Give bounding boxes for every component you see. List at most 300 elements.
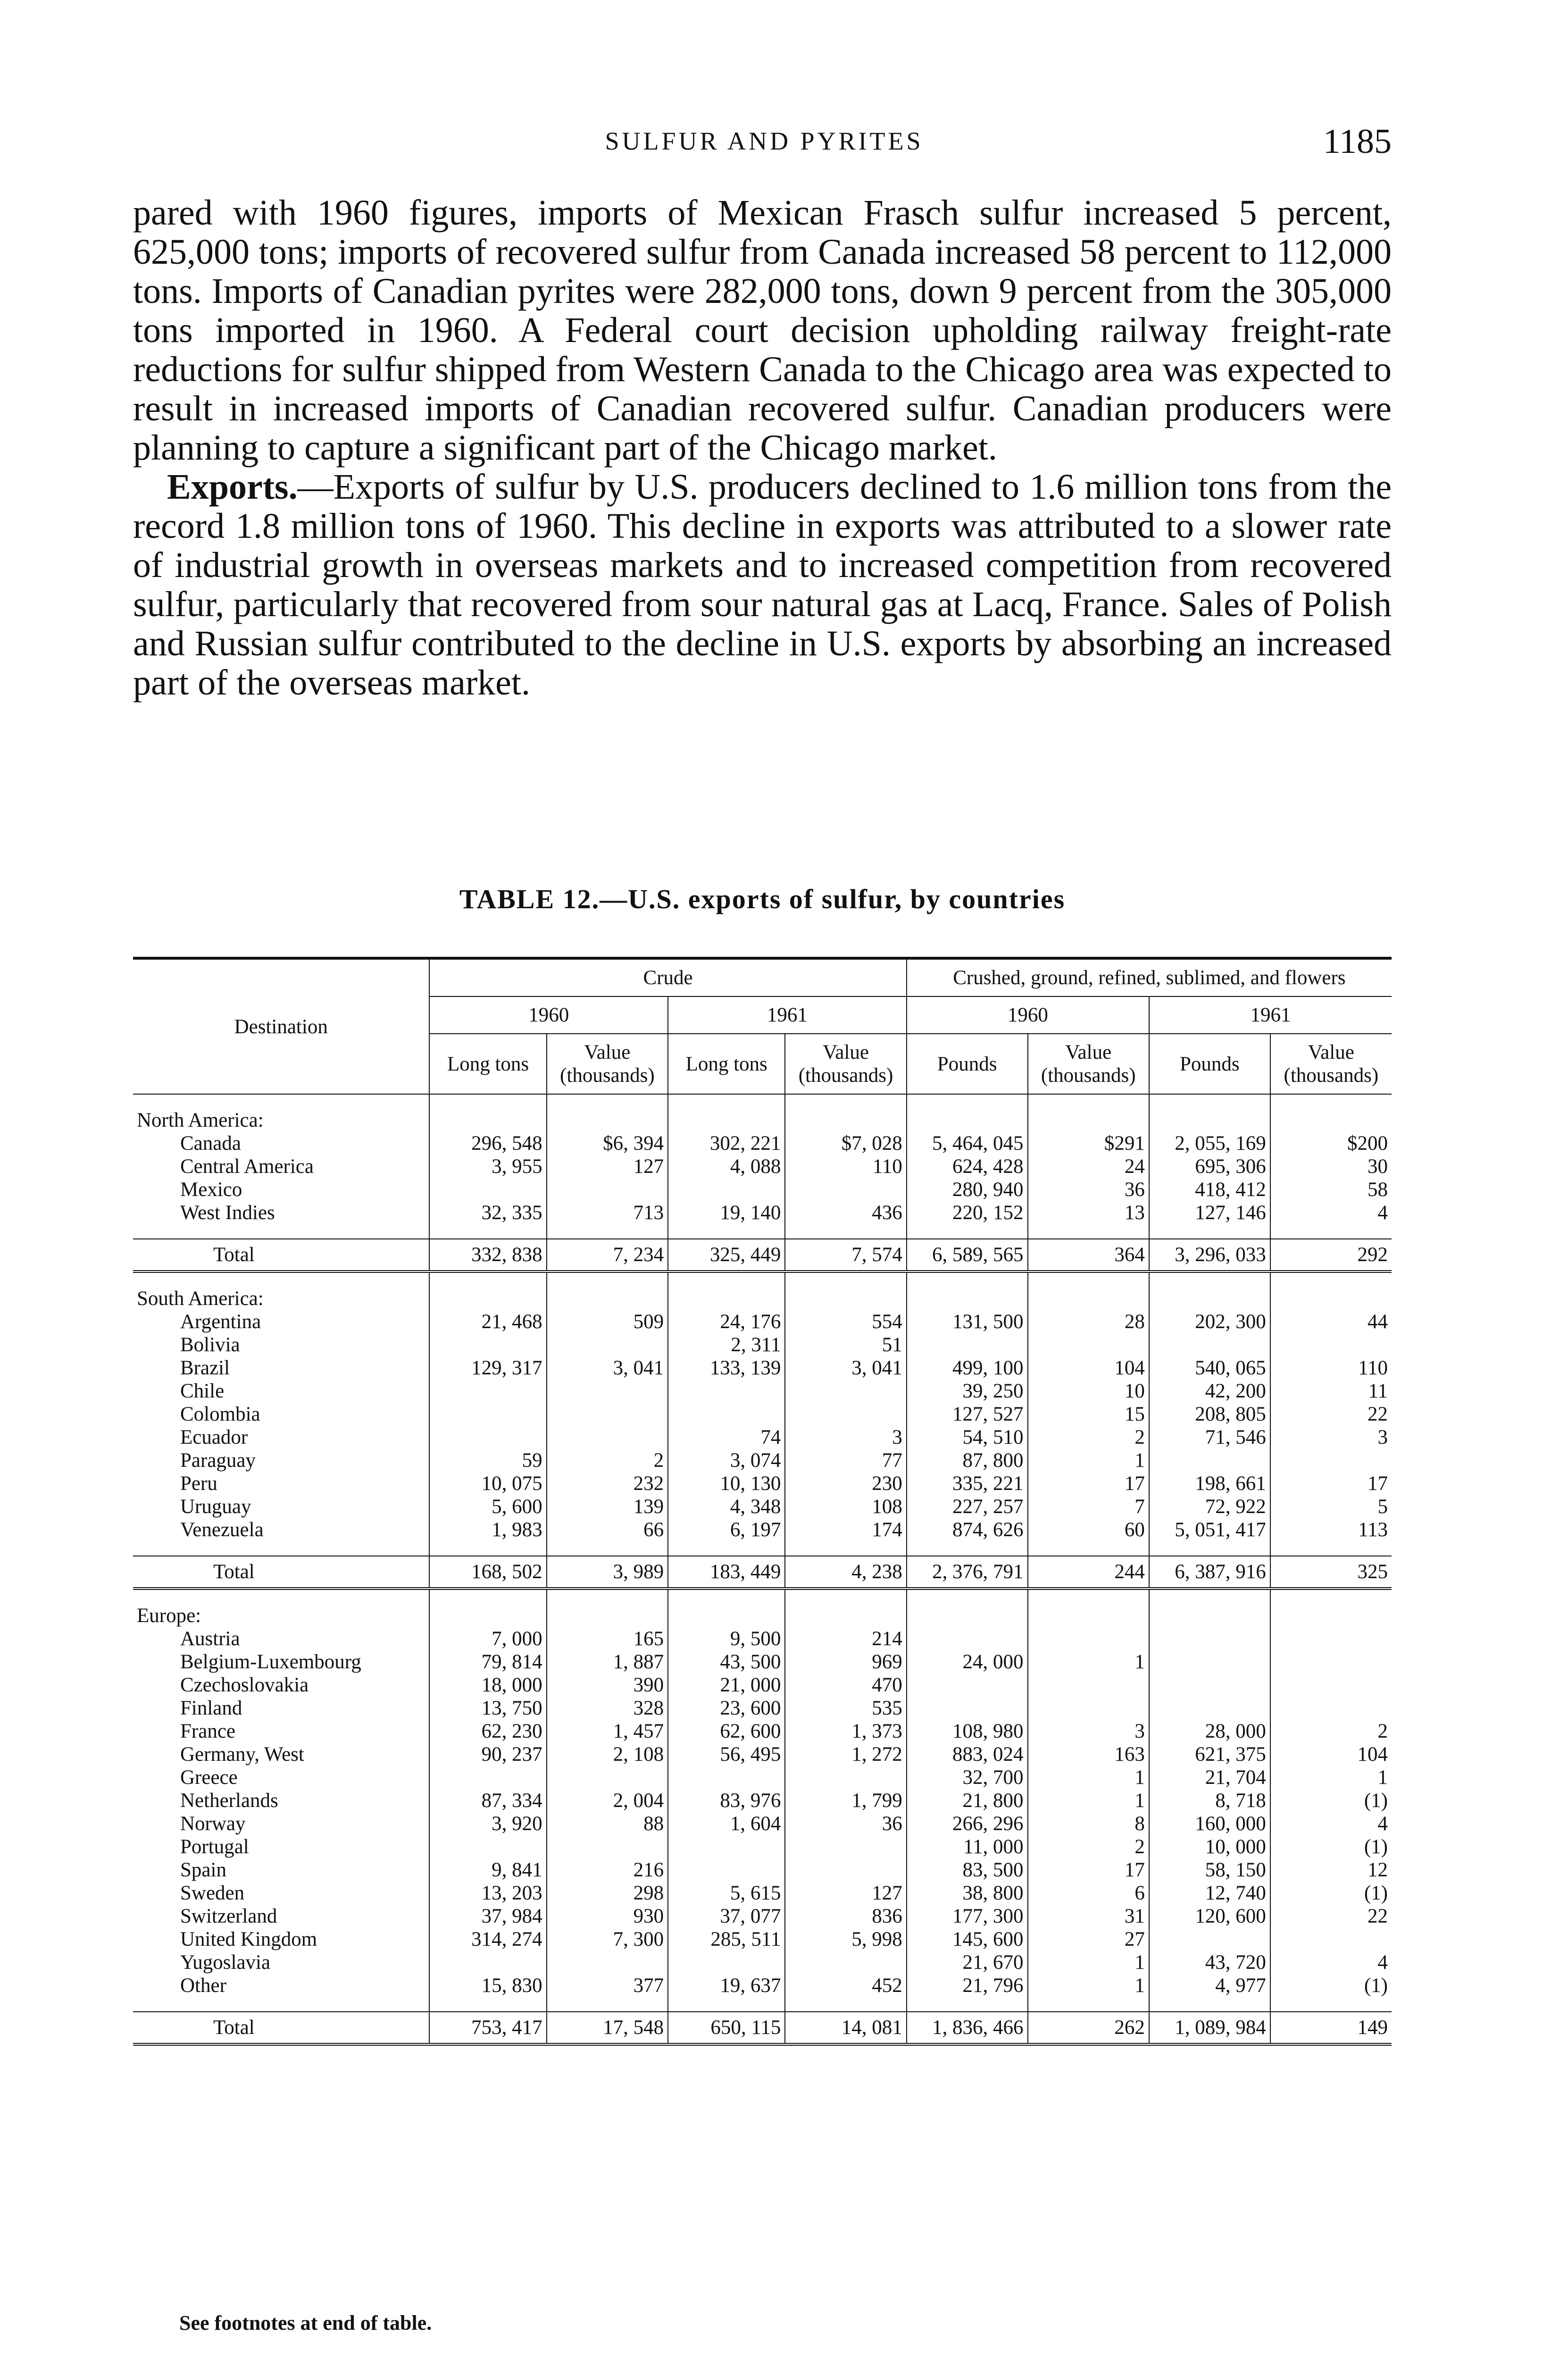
value-cell: 54, 510 — [907, 1426, 1028, 1449]
destination-name: Bolivia — [180, 1334, 240, 1356]
value-cell: 9, 500 — [668, 1627, 785, 1650]
value-cell: 43, 720 — [1149, 1951, 1270, 1974]
value-cell: 28 — [1028, 1310, 1149, 1333]
header-long-tons: Long tons — [429, 1034, 546, 1094]
table-row — [133, 1789, 1392, 1812]
value-cell: 83, 976 — [668, 1789, 785, 1812]
total-value-cell: 1, 089, 984 — [1149, 2012, 1270, 2044]
value-cell: 56, 495 — [668, 1743, 785, 1766]
value-cell — [785, 1380, 906, 1403]
spacer-cell — [133, 1997, 429, 2012]
value-cell: 535 — [785, 1697, 906, 1720]
value-cell: 198, 661 — [1149, 1472, 1270, 1495]
value-cell: 230 — [785, 1472, 906, 1495]
value-cell: 540, 065 — [1149, 1356, 1270, 1380]
value-cell — [1028, 1697, 1149, 1720]
value-cell: 6, 197 — [668, 1518, 785, 1541]
value-cell: 127, 146 — [1149, 1201, 1270, 1224]
value-cell — [1149, 1697, 1270, 1720]
header-value: Value (thousands) — [1028, 1034, 1149, 1094]
table-row — [133, 1155, 1392, 1178]
total-value-cell: 332, 838 — [429, 1239, 546, 1272]
value-cell: 31 — [1028, 1905, 1149, 1928]
value-cell: 1, 604 — [668, 1812, 785, 1835]
value-cell: 1 — [1028, 1449, 1149, 1472]
value-cell: 2, 055, 169 — [1149, 1132, 1270, 1155]
value-cell: 5, 051, 417 — [1149, 1518, 1270, 1541]
table-row — [133, 1835, 1392, 1858]
spacer-cell — [429, 1541, 546, 1556]
value-cell: 4 — [1270, 1201, 1392, 1224]
total-label: Total — [133, 1556, 429, 1589]
value-cell: 2 — [1028, 1835, 1149, 1858]
value-cell: 266, 296 — [907, 1812, 1028, 1835]
value-cell: 3, 074 — [668, 1449, 785, 1472]
header-value: Value (thousands) — [1270, 1034, 1392, 1094]
header-value: Value (thousands) — [785, 1034, 906, 1094]
value-cell: 2 — [1270, 1720, 1392, 1743]
total-value-cell: 6, 589, 565 — [907, 1239, 1028, 1272]
value-cell: 17 — [1028, 1472, 1149, 1495]
value-cell: 10 — [1028, 1380, 1149, 1403]
table-row — [133, 1812, 1392, 1835]
value-cell: 165 — [547, 1627, 668, 1650]
value-cell: 32, 700 — [907, 1766, 1028, 1789]
value-cell: 202, 300 — [1149, 1310, 1270, 1333]
value-cell: 298 — [547, 1882, 668, 1905]
value-cell — [668, 1178, 785, 1201]
spacer-cell — [1270, 1541, 1392, 1556]
value-cell: 23, 600 — [668, 1697, 785, 1720]
value-cell: 5, 464, 045 — [907, 1132, 1028, 1155]
spacer-cell — [1270, 1272, 1392, 1287]
spacer-cell — [907, 1224, 1028, 1239]
value-cell: 328 — [547, 1697, 668, 1720]
value-cell: 874, 626 — [907, 1518, 1028, 1541]
value-cell: 314, 274 — [429, 1928, 546, 1951]
total-value-cell: 149 — [1270, 2012, 1392, 2044]
value-cell: 37, 984 — [429, 1905, 546, 1928]
total-value-cell: 753, 417 — [429, 2012, 546, 2044]
total-label: Total — [133, 2012, 429, 2044]
spacer-row — [133, 1589, 1392, 1604]
table-row — [133, 1178, 1392, 1201]
value-cell — [1149, 1449, 1270, 1472]
value-cell: 10, 130 — [668, 1472, 785, 1495]
table-row — [133, 1905, 1392, 1928]
value-cell: $200 — [1270, 1132, 1392, 1155]
value-cell: 6 — [1028, 1882, 1149, 1905]
value-cell — [785, 1178, 906, 1201]
table-row — [133, 1356, 1392, 1380]
header-crushed-1961: 1961 — [1149, 996, 1392, 1034]
value-cell — [668, 1380, 785, 1403]
value-cell — [668, 1766, 785, 1789]
value-cell: 24, 176 — [668, 1310, 785, 1333]
empty-cell — [907, 1604, 1028, 1627]
value-cell: 62, 600 — [668, 1720, 785, 1743]
empty-cell — [907, 1287, 1028, 1310]
value-cell: 624, 428 — [907, 1155, 1028, 1178]
value-cell: 4, 348 — [668, 1495, 785, 1518]
header-value: Value (thousands) — [547, 1034, 668, 1094]
value-cell: 133, 139 — [668, 1356, 785, 1380]
value-cell: 13, 203 — [429, 1882, 546, 1905]
value-cell — [1149, 1928, 1270, 1951]
value-cell: 390 — [547, 1673, 668, 1697]
value-cell: 22 — [1270, 1905, 1392, 1928]
value-cell: 12 — [1270, 1858, 1392, 1882]
value-cell: 3 — [1270, 1426, 1392, 1449]
paragraph-2 — [133, 468, 1392, 703]
table-row — [133, 1974, 1392, 1997]
value-cell: 695, 306 — [1149, 1155, 1270, 1178]
total-value-cell: 650, 115 — [668, 2012, 785, 2044]
spacer-cell — [1270, 1224, 1392, 1239]
header-crude: Crude — [429, 958, 906, 996]
value-cell: 3, 041 — [785, 1356, 906, 1380]
total-value-cell: 2, 376, 791 — [907, 1556, 1028, 1589]
value-cell: 11 — [1270, 1380, 1392, 1403]
value-cell: 3, 920 — [429, 1812, 546, 1835]
value-cell — [785, 1858, 906, 1882]
value-cell: 43, 500 — [668, 1650, 785, 1673]
value-cell: 302, 221 — [668, 1132, 785, 1155]
spacer-cell — [785, 1589, 906, 1604]
value-cell: $291 — [1028, 1132, 1149, 1155]
value-cell: 232 — [547, 1472, 668, 1495]
spacer-cell — [547, 1224, 668, 1239]
value-cell: 19, 140 — [668, 1201, 785, 1224]
value-cell — [547, 1426, 668, 1449]
empty-cell — [547, 1287, 668, 1310]
empty-cell — [1149, 1287, 1270, 1310]
value-cell: 836 — [785, 1905, 906, 1928]
value-cell: 108 — [785, 1495, 906, 1518]
table-row — [133, 1766, 1392, 1789]
value-cell: 1, 457 — [547, 1720, 668, 1743]
value-cell — [1149, 1627, 1270, 1650]
value-cell: 39, 250 — [907, 1380, 1028, 1403]
value-cell: 108, 980 — [907, 1720, 1028, 1743]
total-value-cell: 3, 296, 033 — [1149, 1239, 1270, 1272]
destination-name: Brazil — [180, 1357, 230, 1379]
value-cell: 509 — [547, 1310, 668, 1333]
value-cell: 12, 740 — [1149, 1882, 1270, 1905]
value-cell: 15 — [1028, 1403, 1149, 1426]
value-cell — [1149, 1673, 1270, 1697]
total-value-cell: 17, 548 — [547, 2012, 668, 2044]
value-cell: 120, 600 — [1149, 1905, 1270, 1928]
value-cell — [668, 1858, 785, 1882]
value-cell: 21, 800 — [907, 1789, 1028, 1812]
value-cell: 296, 548 — [429, 1132, 546, 1155]
spacer-cell — [1149, 1997, 1270, 2012]
value-cell: 4 — [1270, 1812, 1392, 1835]
spacer-row — [133, 1094, 1392, 1109]
header-crushed-1960: 1960 — [907, 996, 1149, 1034]
header-pounds: Pounds — [907, 1034, 1028, 1094]
value-cell: 4, 088 — [668, 1155, 785, 1178]
table-row — [133, 1673, 1392, 1697]
value-cell — [429, 1178, 546, 1201]
spacer-cell — [785, 1997, 906, 2012]
value-cell: (1) — [1270, 1789, 1392, 1812]
value-cell — [1149, 1333, 1270, 1356]
value-cell: 104 — [1270, 1743, 1392, 1766]
empty-cell — [785, 1604, 906, 1627]
total-value-cell: 364 — [1028, 1239, 1149, 1272]
value-cell: 2, 311 — [668, 1333, 785, 1356]
value-cell: 72, 922 — [1149, 1495, 1270, 1518]
value-cell: 13, 750 — [429, 1697, 546, 1720]
value-cell: 62, 230 — [429, 1720, 546, 1743]
empty-cell — [547, 1604, 668, 1627]
running-head: SULFUR AND PYRITES — [605, 127, 924, 155]
table-row — [133, 1928, 1392, 1951]
value-cell — [785, 1835, 906, 1858]
destination-name: Central America — [180, 1155, 314, 1178]
spacer-cell — [133, 1541, 429, 1556]
value-cell — [429, 1951, 546, 1974]
value-cell: 71, 546 — [1149, 1426, 1270, 1449]
value-cell: 58, 150 — [1149, 1858, 1270, 1882]
destination-name: Venezuela — [180, 1519, 264, 1541]
total-value-cell: 168, 502 — [429, 1556, 546, 1589]
value-cell: 214 — [785, 1627, 906, 1650]
header-crushed: Crushed, ground, refined, sublimed, and flowers — [907, 958, 1392, 996]
value-cell: $6, 394 — [547, 1132, 668, 1155]
value-cell: 36 — [785, 1812, 906, 1835]
value-cell: 1, 799 — [785, 1789, 906, 1812]
value-cell: 208, 805 — [1149, 1403, 1270, 1426]
value-cell: 21, 468 — [429, 1310, 546, 1333]
destination-name: Greece — [180, 1766, 238, 1789]
destination-name: Netherlands — [180, 1790, 278, 1812]
value-cell: 24, 000 — [907, 1650, 1028, 1673]
destination-name: Austria — [180, 1628, 240, 1650]
empty-cell — [1149, 1109, 1270, 1132]
spacer-cell — [133, 1094, 429, 1109]
value-cell: 104 — [1028, 1356, 1149, 1380]
value-cell — [1028, 1333, 1149, 1356]
value-cell — [1149, 1650, 1270, 1673]
table-row — [133, 1858, 1392, 1882]
value-cell: 21, 796 — [907, 1974, 1028, 1997]
spacer-cell — [668, 1541, 785, 1556]
spacer-cell — [1149, 1272, 1270, 1287]
value-cell: 621, 375 — [1149, 1743, 1270, 1766]
value-cell: 1 — [1028, 1974, 1149, 1997]
spacer-cell — [907, 1541, 1028, 1556]
total-row — [133, 1239, 1392, 1272]
value-cell — [547, 1403, 668, 1426]
spacer-cell — [668, 1094, 785, 1109]
value-cell: 66 — [547, 1518, 668, 1541]
value-cell: 335, 221 — [907, 1472, 1028, 1495]
value-cell — [429, 1403, 546, 1426]
paragraph-1: pared with 1960 figures, imports of Mexican Frasch sulfur increased 5 percent, 625,000 tons; imports of recovered sulfur from Canada increased 58 percent to 112,000 tons. Imports of Canadian pyrites were 282,000 tons, down 9 percent from the 305,000 tons imported in 1960. A Federal court decision upholding railway freight-rate reductions for sulfur shipped from Western Canada to the Chicago area was expected to result in increased imports of Canadian recovered sulfur. Canadian producers were planning to capture a significant part of the Chicago market. — [133, 193, 1392, 468]
header-long-tons: Long tons — [668, 1034, 785, 1094]
spacer-cell — [1028, 1272, 1149, 1287]
empty-cell — [668, 1109, 785, 1132]
value-cell — [547, 1380, 668, 1403]
spacer-cell — [547, 1997, 668, 2012]
value-cell: 110 — [1270, 1356, 1392, 1380]
table-row — [133, 1380, 1392, 1403]
empty-cell — [668, 1604, 785, 1627]
total-value-cell: 6, 387, 916 — [1149, 1556, 1270, 1589]
value-cell: (1) — [1270, 1974, 1392, 1997]
value-cell: 3, 955 — [429, 1155, 546, 1178]
table-body — [133, 1094, 1392, 2044]
value-cell: 30 — [1270, 1155, 1392, 1178]
value-cell: 79, 814 — [429, 1650, 546, 1673]
value-cell: 74 — [668, 1426, 785, 1449]
value-cell: 131, 500 — [907, 1310, 1028, 1333]
value-cell: 1, 373 — [785, 1720, 906, 1743]
value-cell — [1270, 1697, 1392, 1720]
empty-cell — [1149, 1604, 1270, 1627]
value-cell: 1 — [1028, 1650, 1149, 1673]
value-cell: 4 — [1270, 1951, 1392, 1974]
region-row — [133, 1287, 1392, 1310]
value-cell: 8, 718 — [1149, 1789, 1270, 1812]
value-cell: 8 — [1028, 1812, 1149, 1835]
value-cell — [547, 1951, 668, 1974]
empty-cell — [1270, 1287, 1392, 1310]
spacer-cell — [668, 1997, 785, 2012]
value-cell: (1) — [1270, 1882, 1392, 1905]
value-cell: 90, 237 — [429, 1743, 546, 1766]
value-cell: 2, 004 — [547, 1789, 668, 1812]
table-row — [133, 1403, 1392, 1426]
spacer-cell — [1028, 1224, 1149, 1239]
spacer-cell — [785, 1094, 906, 1109]
spacer-cell — [1028, 1094, 1149, 1109]
destination-name: Paraguay — [180, 1449, 256, 1472]
value-cell: 7, 300 — [547, 1928, 668, 1951]
value-cell: 1 — [1028, 1951, 1149, 1974]
value-cell: 27 — [1028, 1928, 1149, 1951]
page-number: 1185 — [1323, 122, 1392, 161]
table-row — [133, 1720, 1392, 1743]
value-cell — [547, 1835, 668, 1858]
value-cell: 452 — [785, 1974, 906, 1997]
table-row — [133, 1951, 1392, 1974]
total-value-cell: 292 — [1270, 1239, 1392, 1272]
value-cell — [1270, 1673, 1392, 1697]
total-value-cell: 14, 081 — [785, 2012, 906, 2044]
empty-cell — [547, 1109, 668, 1132]
value-cell — [429, 1380, 546, 1403]
value-cell: 21, 704 — [1149, 1766, 1270, 1789]
paragraph-2-text: —Exports of sulfur by U.S. producers declined to 1.6 million tons from the record 1.8 million tons of 1960. This decline in exports was attributed to a slower rate of industrial growth in overseas markets and to increased competition from recovered sulfur, particularly that recovered from sour natural gas at Lacq, France. Sales of Polish and Russian sulfur contributed to the decline in U.S. exports by absorbing an increased part of the overseas market. — [133, 467, 1392, 703]
value-cell — [547, 1178, 668, 1201]
spacer-row — [133, 1541, 1392, 1556]
region-row — [133, 1604, 1392, 1627]
empty-cell — [785, 1109, 906, 1132]
empty-cell — [907, 1109, 1028, 1132]
value-cell — [907, 1697, 1028, 1720]
value-cell — [668, 1951, 785, 1974]
value-cell: 21, 670 — [907, 1951, 1028, 1974]
table-row — [133, 1132, 1392, 1155]
value-cell — [907, 1333, 1028, 1356]
value-cell: 145, 600 — [907, 1928, 1028, 1951]
value-cell: 18, 000 — [429, 1673, 546, 1697]
value-cell: 9, 841 — [429, 1858, 546, 1882]
value-cell: 2 — [547, 1449, 668, 1472]
empty-cell — [429, 1109, 546, 1132]
value-cell: 10, 000 — [1149, 1835, 1270, 1858]
body-text — [133, 193, 1392, 703]
spacer-cell — [1149, 1224, 1270, 1239]
value-cell — [907, 1673, 1028, 1697]
spacer-cell — [907, 1272, 1028, 1287]
value-cell: 2 — [1028, 1426, 1149, 1449]
spacer-cell — [668, 1272, 785, 1287]
value-cell: 38, 800 — [907, 1882, 1028, 1905]
value-cell: 28, 000 — [1149, 1720, 1270, 1743]
value-cell: 220, 152 — [907, 1201, 1028, 1224]
empty-cell — [1028, 1604, 1149, 1627]
table-row — [133, 1333, 1392, 1356]
value-cell: 930 — [547, 1905, 668, 1928]
table-row — [133, 1697, 1392, 1720]
spacer-cell — [1270, 1589, 1392, 1604]
table-row — [133, 1426, 1392, 1449]
value-cell: 163 — [1028, 1743, 1149, 1766]
table-row — [133, 1650, 1392, 1673]
total-value-cell: 7, 574 — [785, 1239, 906, 1272]
spacer-cell — [429, 1094, 546, 1109]
value-cell: 83, 500 — [907, 1858, 1028, 1882]
empty-cell — [1270, 1604, 1392, 1627]
value-cell: 77 — [785, 1449, 906, 1472]
destination-name: Portugal — [180, 1836, 249, 1858]
spacer-cell — [907, 1997, 1028, 2012]
spacer-cell — [668, 1589, 785, 1604]
value-cell: 177, 300 — [907, 1905, 1028, 1928]
value-cell — [1028, 1673, 1149, 1697]
value-cell: 1 — [1270, 1766, 1392, 1789]
value-cell: 174 — [785, 1518, 906, 1541]
spacer-cell — [429, 1589, 546, 1604]
spacer-row — [133, 1997, 1392, 2012]
region-row — [133, 1109, 1392, 1132]
value-cell: 37, 077 — [668, 1905, 785, 1928]
value-cell: 5 — [1270, 1495, 1392, 1518]
spacer-cell — [429, 1272, 546, 1287]
value-cell: 88 — [547, 1812, 668, 1835]
footnote-reference: See footnotes at end of table. — [179, 2311, 432, 2334]
value-cell: 51 — [785, 1333, 906, 1356]
total-value-cell: 262 — [1028, 2012, 1149, 2044]
destination-name: Argentina — [180, 1311, 261, 1333]
total-value-cell: 7, 234 — [547, 1239, 668, 1272]
page-header — [137, 122, 1392, 164]
value-cell: 42, 200 — [1149, 1380, 1270, 1403]
value-cell: (1) — [1270, 1835, 1392, 1858]
value-cell — [1270, 1928, 1392, 1951]
destination-name: United Kingdom — [180, 1928, 317, 1950]
destination-name: Uruguay — [180, 1496, 251, 1518]
total-value-cell: 325 — [1270, 1556, 1392, 1589]
spacer-cell — [785, 1272, 906, 1287]
spacer-cell — [429, 1997, 546, 2012]
destination-name: West Indies — [180, 1202, 275, 1224]
